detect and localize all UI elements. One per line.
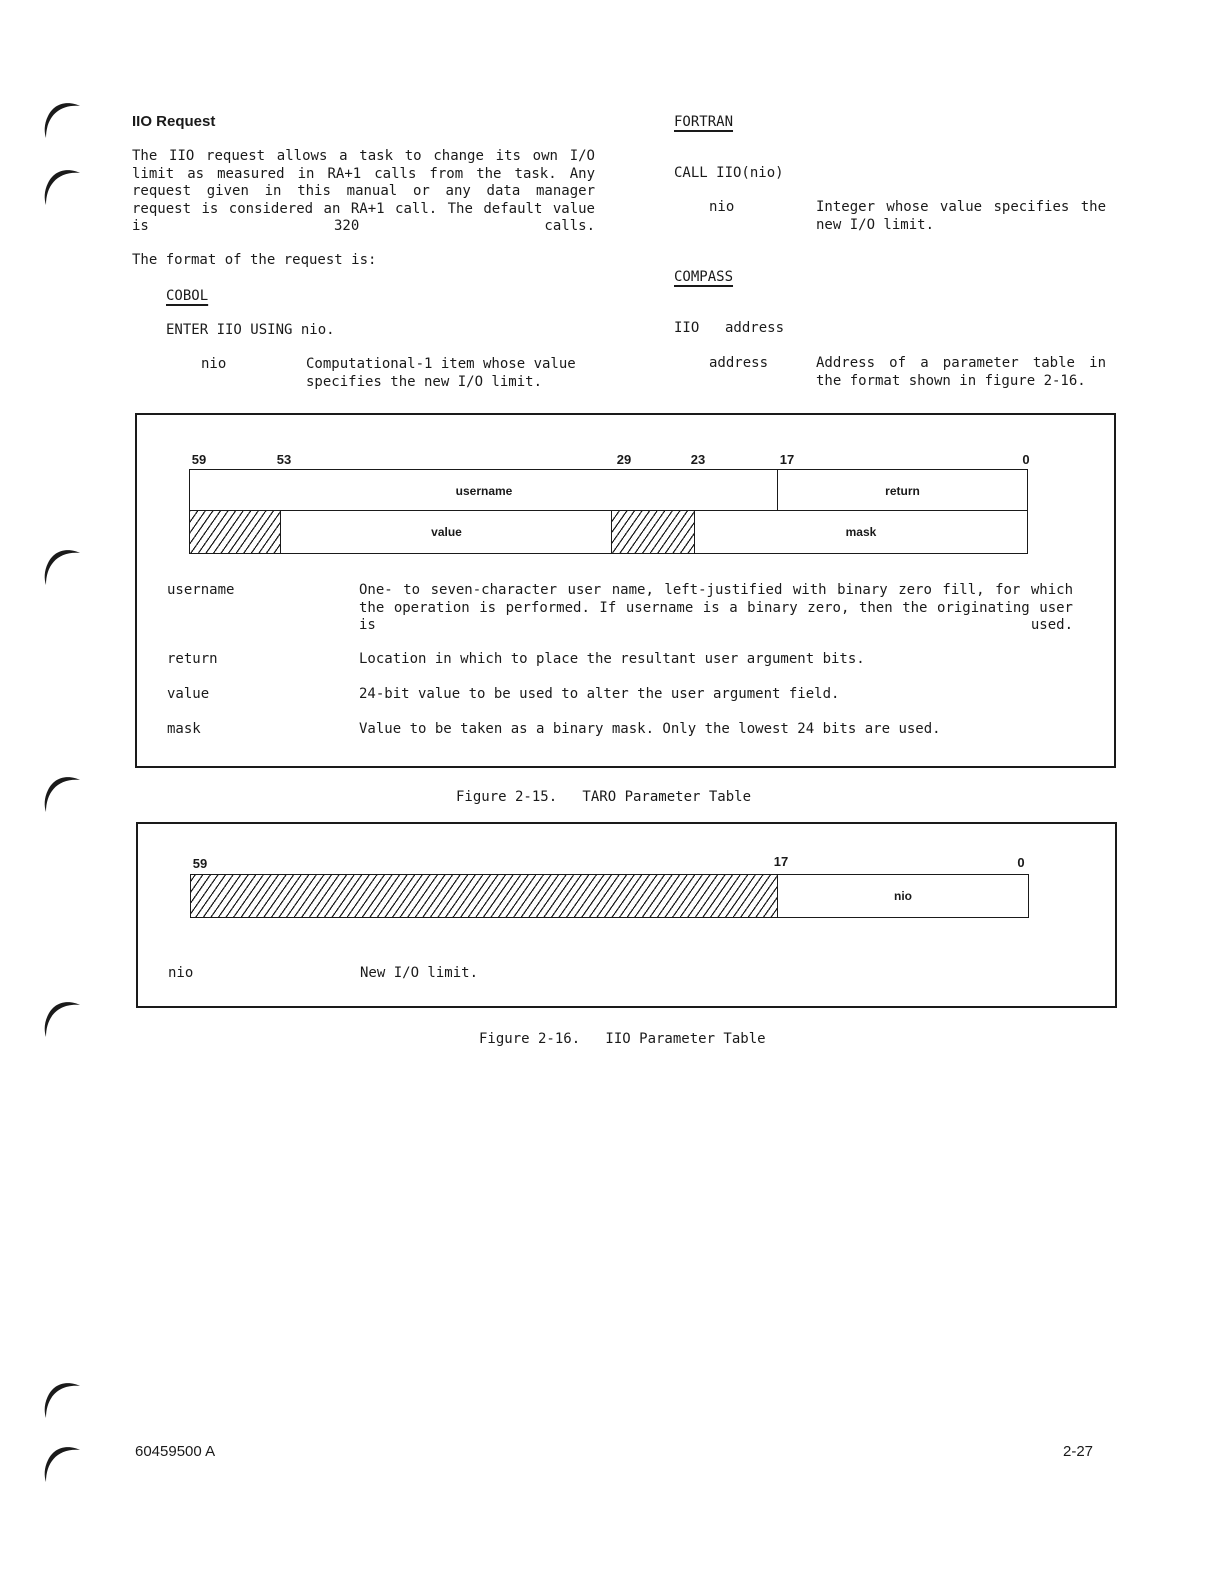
binder-mark-icon [42,772,86,816]
bit-label-17: 17 [779,452,795,467]
intro-paragraph: The IIO request allows a task to change its own I/O limit as measured in RA+1 calls from the task. Any request given in this manual or any data manager request is considered an RA+1 call. The default value is 320 calls. [132,148,595,234]
bit-label-0: 0 [1022,452,1030,467]
compass-param-name: address [709,355,769,371]
definition-term: mask [167,721,201,737]
cobol-heading: COBOL [166,288,209,304]
binder-mark-icon [42,545,86,589]
bit-label-23: 23 [690,452,706,467]
definition-term: nio [168,965,194,981]
compass-heading: COMPASS [674,269,734,285]
compass-opcode: IIO [674,320,700,336]
reserved-hatched-area [611,510,696,554]
bit-label-0: 0 [1017,855,1025,870]
definition-desc: One- to seven-character user name, left-justified with binary zero fill, for which the operation is performed. If username is a binary zero, then the originating user is used. [359,582,1073,633]
figure-2-16-caption: Figure 2-16. IIO Parameter Table [479,1031,766,1047]
bit-label-59: 59 [192,856,208,871]
compass-operand: address [725,320,785,336]
field-username: username [189,469,779,512]
fortran-param-desc: Integer whose value specifies the new I/O limit. [816,199,1106,233]
binder-mark-icon [42,165,86,209]
reserved-hatched-area [190,874,779,918]
field-nio: nio [777,874,1029,918]
cobol-param-desc: Computational-1 item whose value specifies the new I/O limit. [306,356,576,390]
reserved-hatched-area [189,510,282,554]
page-number: 2-27 [1063,1443,1094,1460]
cobol-param-name: nio [201,356,227,372]
binder-mark-icon [42,98,86,142]
definition-term: value [167,686,210,702]
bit-label-59: 59 [191,452,207,467]
definition-term: return [167,651,218,667]
binder-mark-icon [42,1442,86,1486]
binder-mark-icon [42,1378,86,1422]
definition-desc: 24-bit value to be used to alter the user argument field. [359,686,840,702]
compass-param-desc: Address of a parameter table in the format shown in figure 2-16. [816,355,1106,389]
figure-2-15-box [135,413,1116,768]
bit-label-53: 53 [276,452,292,467]
bit-label-17: 17 [773,854,789,869]
definition-desc: Value to be taken as a binary mask. Only the lowest 24 bits are used. [359,721,941,737]
definition-desc: Location in which to place the resultant user argument bits. [359,651,865,667]
field-return: return [777,469,1028,512]
section-title: IIO Request [132,113,216,130]
fortran-statement: CALL IIO(nio) [674,165,784,181]
definition-desc: New I/O limit. [360,965,479,981]
binder-mark-icon [42,997,86,1041]
field-mask: mask [694,510,1028,554]
definition-term: username [167,582,235,598]
bit-label-29: 29 [616,452,632,467]
document-number: 60459500 A [135,1443,216,1460]
fortran-heading: FORTRAN [674,114,734,130]
figure-2-16-box [136,822,1117,1008]
fortran-param-name: nio [709,199,735,215]
cobol-statement: ENTER IIO USING nio. [166,322,335,338]
field-value: value [280,510,613,554]
format-line: The format of the request is: [132,252,377,268]
figure-2-15-caption: Figure 2-15. TARO Parameter Table [456,789,752,805]
